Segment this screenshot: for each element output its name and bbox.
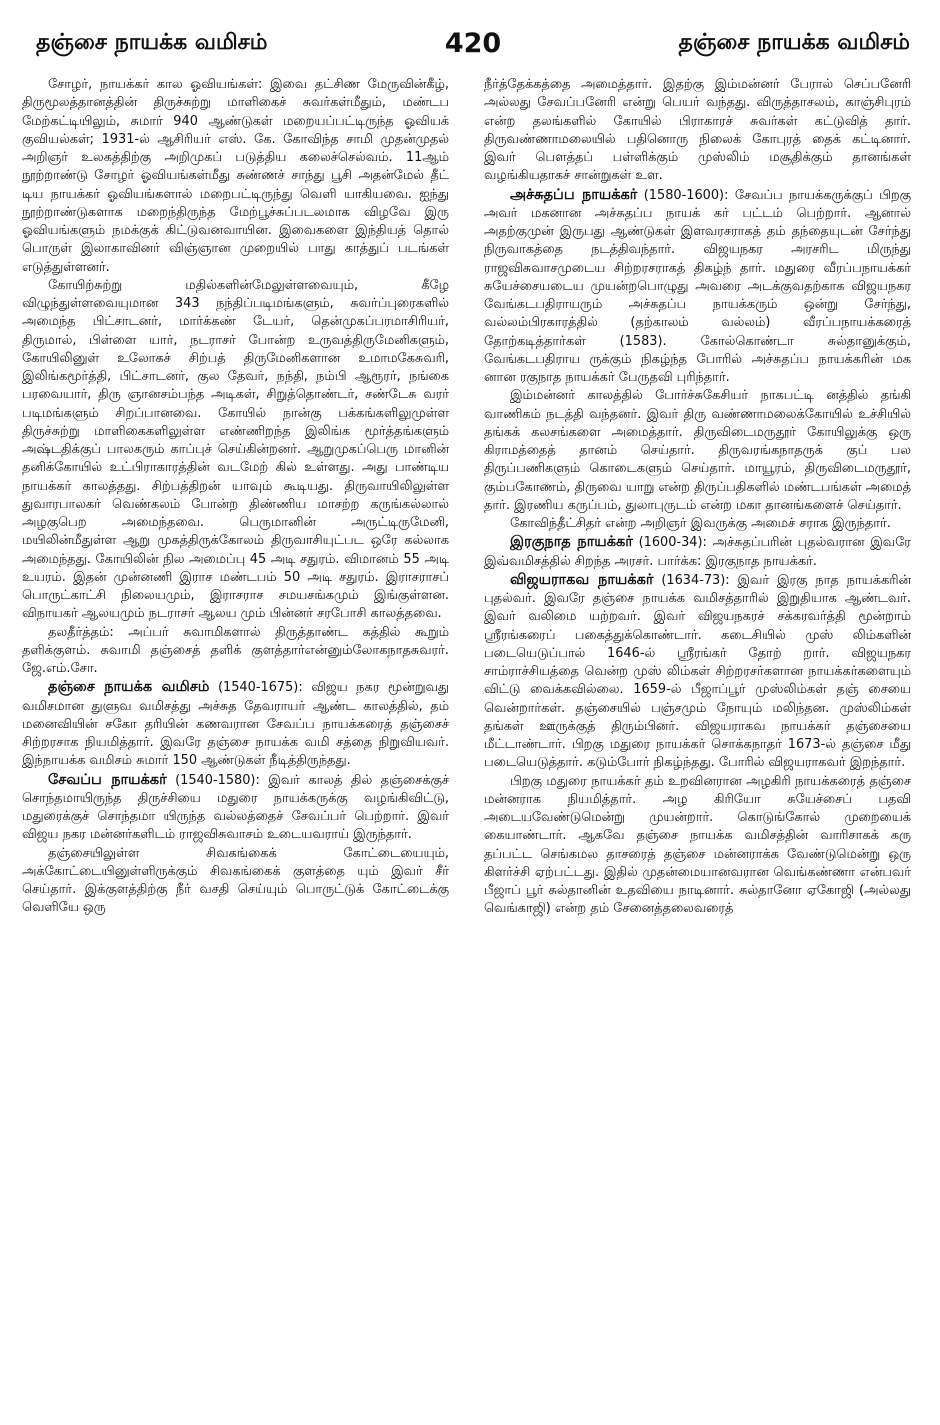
running-head-left: தஞ்சை நாயக்க வமிசம் — [36, 30, 268, 55]
paragraph-portuguese: இம்மன்னர் காலத்தில் போர்ச்சுகேசியர் நாகபட்டி னத்தில் தங்கி வாணிகம் நடத்தி வந்தனர். இவர் திரு வண்ணாமலைக்கோயில் உச்சியில் தங்கக் கலசங்களை அமைத்தார். திருவிடைமருதூர் கோயிலுக்கு ஒரு கிராமத்தைத் தானம் செய்தார். திருவரங்கநாதருக் குப் பல திருப்பணிகளும் கொடைகளும் செய்தார். மாயூரம், திருவிடைமருதூர், கும்பகோணம், திருவை யாறு என்ற திருப்பதிகளில் மண்டபங்கள் அமைத் தார். இரணிய கருப்பம், துலாபுருடம் என்ற மகா தானங்களைச் செய்தார். — [484, 388, 911, 513]
paragraph-murals: சோழர், நாயக்கர் கால ஓவியங்கள்: இவை தட்சிண மேருவின்கீழ், திருமூலத்தானத்தின் திருச்சுற்று மாளிகைச் சுவர்கள்மீதும், மண்டப மேற்கட்டியிலும், சுமார் 940 ஆண்டுகள் மறையப்பட்டிருந்த ஓவியக் குவியல்கள்; 1931-ல் ஆசிரியர் எஸ். கே. கோவிந்த சாமி முதன்முதல் அறிஞர் உலகத்திற்கு அறிமுகப் படுத்திய கலைச்செல்வம். 11ஆம் நூற்றாண்டு சோழர் ஓவியங்கள்மீது சுண்ணச் சாந்து பூசி அதன்மேல் தீட் டிய நாயக்கர் ஓவியங்களால் மறைபட்டிருந்து வெளி யாகியவை. ஐந்து நூற்றாண்டுகளாக மறைந்திருந்த மேற்பூச்சுப்படலமாக விழவே இரு ஓவியங்களும் நமக்குக் கிட்டுவனவாயின. இவைகளை இந்தியத் தொல் பொருள் இலாகாவினர் விஞ்ஞான முறையில் பாது காத்துப் படங்கள் எடுத்துள்ளனர். — [22, 77, 449, 275]
entry-years-sevappa: (1540-1580): — [175, 772, 260, 788]
paragraph-sacred-tank: தலதீர்த்தம்: அப்பர் சுவாமிகளால் திருத்தாண்ட கத்தில் கூறும் தளிக்குளம். சுவாமி தஞ்சைத் தளிக் குளத்தார்என்னும்லோகநாதசுவரர். ஜே.எம்.சோ. — [22, 624, 449, 676]
entry-heading-raghunatha: இரகுநாத நாயக்கர் — [510, 534, 633, 551]
paragraph-sevappa — [22, 771, 449, 845]
paragraph-achyutappa — [484, 186, 911, 388]
entry-heading-sevappa: சேவப்ப நாயக்கர் — [48, 771, 167, 788]
paragraph-raghunatha — [484, 533, 911, 571]
paragraph-alagiri: பிறகு மதுரை நாயக்கர் தம் உறவினரான அழகிரி நாயக்கரைத் தஞ்சை மன்னராக நியமித்தார். அழ கிரியோ சுயேச்சைப் பதவி அடையவேண்டுமென்று முயன்றார். கொடுங்கோல் முறையைக் கையாண்டார். ஆகவே தஞ்சை நாயக்க வமிசத்தின் வாரிசாகக் கரு தப்பட்ட செங்கமல தாசரைத் தஞ்சை மன்னராக்க வேண்டுமென்று ஒரு கிளர்ச்சி ஏற்பட்டது. இதில் முதன்மையானவரான வெங்கண்ணா என்பவர் பீஜாப் பூர் சுல்தானின் உதவியை நாடினார். சுல்தானோ ஏகோஜி (அல்லது வெங்காஜி) என்ற தம் சேனைத்தலைவரைத் — [484, 773, 911, 917]
paragraph-govinda-dikshitar: கோவிந்தீட்சிதர் என்ற அறிஞர் இவருக்கு அமைச் சராக இருந்தார். — [510, 516, 891, 531]
entry-text-raghunatha: அச்சுதப்பரின் புதல்வரான இவரே இவ்வமிசத்தில் சிறந்த அரசர். பார்க்க: இரகுநாத நாயக்கர். — [484, 535, 911, 569]
left-column — [22, 76, 449, 918]
entry-years-vijayaraghava: (1634-73): — [661, 572, 730, 588]
entry-heading-vijayaraghava: விஜயராகவ நாயக்கர் — [510, 571, 654, 588]
paragraph-dynasty-intro — [22, 678, 449, 770]
entry-text-vijayaraghava: இவர் இரகு நாத நாயக்கரின் புதல்வர். இவரே தஞ்சை நாயக்க வமிசத்தாரில் இறுதியாக ஆண்டவர். இவர் வலிமை யற்றவர். இவர் விஜயநகரச் சக்கரவர்த்தி மூன்றாம் ஸ்ரீரங்கரைப் பகைத்துக்கொண்டார். கடைசியில் முஸ் லிம்களின் படையெடுப்பால் 1646-ல் ஸ்ரீரங்கர் தோற் றார். விஜயநகர சாம்ராச்சியத்தை வென்ற முஸ் லிம்கள் சிற்றரசர்களான நாயக்கர்களையும் விட்டு வைக்கவில்லை. 1659-ல் பீஜாப்பூர் முஸ்லிம்கள் தஞ் சையை வென்றார்கள். தஞ்சையில் பஞ்சமும் நோயும் மலிந்தன. முஸ்லிம்கள் தங்கள் ஊருக்குத் திரும்பினர். விஜயராகவ நாயக்கர் தஞ்சையை மீட்டாண்டார். பிறகு மதுரை நாயக்கர் சொக்கநாதர் 1673-ல் தஞ்சை மீது படையெடுத்தார். கடும்போர் நிகழ்ந்தது. போரில் விஜயராகவர் இறந்தார். — [484, 572, 911, 771]
paragraph-sculptures: கோயிற்சுற்று மதில்களின்மேலுள்ளவையும், கீழே விழுந்துள்ளவையுமான 343 நந்திப்படிமங்களும், சுவர்ப்புரைகளில் அமைந்த பிட்சாடனர், மார்க்கண் டேயர், தென்முகப்பரமாசிரியர், திருமால், பிள்ளை யார், நடராசர் போன்ற உருவத்திருமேனிகளும், கோயிலினுள் உலோகச் சிற்பத் திருமேனிகளான உமாமகேசுவரி, இலிங்கமூர்த்தி, பிட்சாடனர், குல தேவர், நந்தி, நம்பி ஆரூரர், நங்கை பரவையார், திரு ஞானசம்பந்த அடிகள், சிறுத்தொண்டர், சண்டேசு வரர் படிமங்களும் சிறப்பானவை. கோயில் நான்கு பக்கங்களிலுமுள்ள திருச்சுற்று மாளிகைகளிலுள்ள எண்ணிறந்த இலிங்க மூர்த்தங்களும் அஷ்டதிக்குப் பாலகரும் காப்புச் செய்கின்றனர். ஆறுமுகப்பெரு மானின் தனிக்கோயில் உட்பிராகாரத்தின் வடமேற் கில் உள்ளது. அது பாண்டிய நாயக்கர் காலத்தது. சிற்பத்திறன் யாவும் கூடியது. திருவாயிலிலுள்ள துவாரபாலகர் வெண்கலம் போன்ற திண்ணிய மாசற்ற கருங்கல்லால் அழகுபெற அமைந்தவை. பெருமானின் அருட்டிருமேனி, மயிலின்மீதுள்ள ஆறு முகத்திருக்கோலம் திருவாசியுட்பட ஒரே கல்லாக அமைந்தது. கோயிலின் நில அமைப்பு 45 அடி சதுரம். விமானம் 55 அடி உயரம். இதன் முன்னணி இராச மண்டபம் 50 அடி சதுரம். இராசராசப் பொருட்காட்சி நிலையமும், இராசராச சமயசங்கமும் இங்குள்ளன. விநாயகர் ஆலயமும் நடராசர் ஆலய மும் பின்னர் சரபோசி காலத்தவை. — [22, 277, 449, 622]
entry-text-dynasty: விஜய நகர மூன்றுவது வமிசமான துளுவ வமிசத்து அச்சுத தேவராயர் ஆண்ட காலத்தில், தம் மனைவியின் சகோ தரியின் கணவரான சேவப்ப நாயக்கரைத் தஞ்சைச் சிற்றரசாக நியமித்தார். இவரே தஞ்சை நாயக்க வமி சத்தை நிறுவியவர். இந்நாயக்க வமிசம் சுமார் 150 ஆண்டுகள் நீடித்திருந்தது. — [22, 680, 449, 769]
running-head-right: தஞ்சை நாயக்க வமிசம் — [678, 30, 910, 55]
entry-years-dynasty: (1540-1675): — [218, 680, 303, 696]
entry-text-sevappa: இவர் காலத் தில் தஞ்சைக்குச் சொந்தமாயிருந்த திருச்சியை மதுரை நாயக்கருக்கு வழங்கிவிட்டு, மதுரைக்குச் சொந்தமா யிருந்த வல்லத்தைச் சேவப்பர் பெற்றார். இவர் விஜய நகர மன்னர்களிடம் ராஜவிசுவாசம் உடையவராய் இருந்தார். — [22, 772, 449, 843]
entry-years-raghunatha: (1600-34): — [638, 535, 707, 551]
entry-years-achyutappa: (1580-1600): — [643, 187, 729, 203]
paragraph-vijayaraghava — [484, 571, 911, 773]
page-number: 420 — [444, 28, 502, 59]
paragraph-reservoir: நீர்த்தேக்கத்தை அமைத்தார். இதற்கு இம்மன்னர் பேரால் செப்பனேரி அல்லது சேவப்பனேரி என்று பெயர் வந்தது. விருத்தாசலம், காஞ்சிபுரம் என்ற தலங்களில் கோயில் பிராகாரச் சுவர்கள் கட்டுவித் தார். திருவண்ணாமலையில் பதினொரு நிலைக் கோபுரத் தைக் கட்டினார். இவர் பௌத்தப் பள்ளிக்கும் முஸ்லிம் மசூதிக்கும் தானங்கள் வழங்கியதாகச் சான்றுகள் உள. — [484, 77, 911, 184]
entry-heading-achyutappa: அச்சுதப்ப நாயக்கர் — [510, 186, 638, 203]
paragraph-sivaganga-fort: தஞ்சையிலுள்ள சிவகங்கைக் கோட்டையையும், அக்கோட்டையினுள்ளிருக்கும் சிவகங்கைக் குளத்தை யும் இவர் சீர் செய்தார். இக்குளத்திற்கு நீர் வசதி செய்யும் பொருட்டுக் கோட்டைக்கு வெளியே ஒரு — [22, 845, 449, 916]
entry-heading-dynasty: தஞ்சை நாயக்க வமிசம் — [48, 679, 210, 696]
right-column — [484, 76, 911, 919]
entry-text-achyutappa: சேவப்ப நாயக்கருக்குப் பிறகு அவர் மகனான அச்சுதப்ப நாயக் கர் பட்டம் பெற்றார். ஆனால் அதற்குமுன் இருபது ஆண்டுகள் இளவரசராகத் தம் தந்தையுடன் சேர்ந்து நிருவாகத்தை நடத்திவந்தார். விஜயநகர அரசரிட மிருந்து ராஜவிசுவாசமுடைய சிற்றரசராகத் திகழ்ந் தார். மதுரை வீரப்பநாயக்கர் சுயேச்சையடைய முயன்றபொழுது அவரை அடக்குவதற்காக விஜயநகர வேங்கடபதிராயரும் அச்சுதப்ப நாயக்கரும் ஒன்று சேர்ந்து, வல்லம்பிரகாரத்தில் (தற்காலம் வல்லம்) வீரப்பநாயக்கரைத் தோற்கடித்தார்கள் (1583). கோல்கொண்டா சுல்தானுக்கும், வேங்கடபதிராய ருக்கும் நிகழ்ந்த போரில் அச்சுதப்ப நாயக்கரின் மக னான ரகுநாத நாயக்கர் பேருதவி புரிந்தார். — [484, 187, 911, 385]
page-header — [36, 28, 910, 68]
